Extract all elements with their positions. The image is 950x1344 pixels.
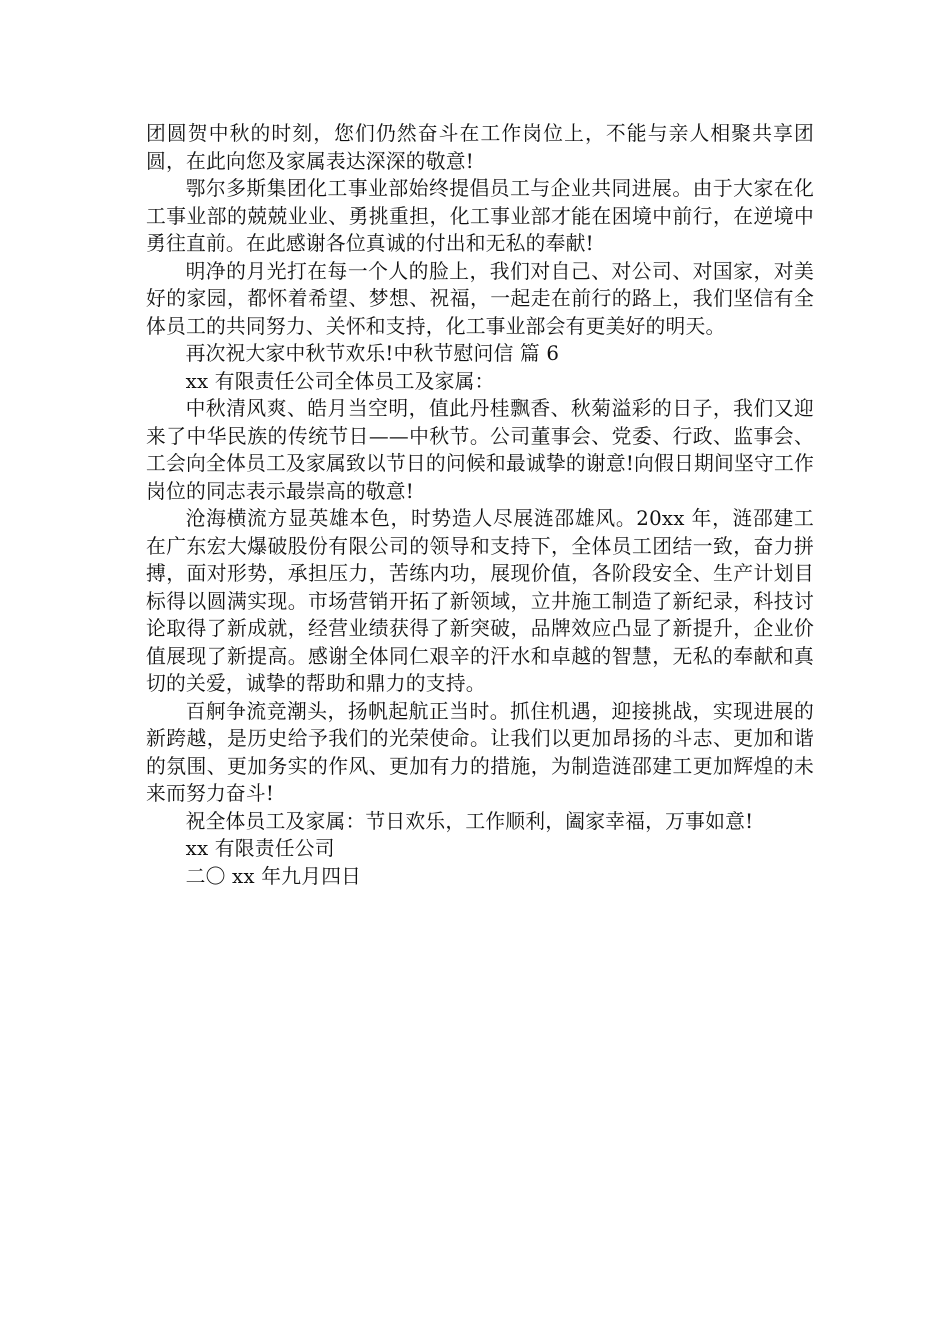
- paragraph-mission: 百舸争流竞潮头，扬帆起航正当时。抓住机遇，迎接挑战，实现进展的新跨越，是历史给予我们的光荣使命。让我们以更加昂扬的斗志、更加和谐的氛围、更加务实的作风、更加有力的措施，为制造涟邵建工更加辉煌的未来而努力奋斗!: [146, 699, 814, 805]
- paragraph-greeting-continuation: 团圆贺中秋的时刻，您们仍然奋斗在工作岗位上，不能与亲人相聚共享团圆，在此向您及家属表达深深的敬意!: [146, 122, 814, 173]
- paragraph-thanks-chemical-division: 鄂尔多斯集团化工事业部始终提倡员工与企业共同进展。由于大家在化工事业部的兢兢业业、勇挑重担，化工事业部才能在困境中前行，在逆境中勇往直前。在此感谢各位真诚的付出和无私的奉献!: [146, 177, 814, 255]
- paragraph-best-wishes: 祝全体员工及家属：节日欢乐，工作顺利，阖家幸福，万事如意!: [185, 809, 754, 833]
- paragraph-festival-greeting: 中秋清风爽、皓月当空明，值此丹桂飘香、秋菊溢彩的日子，我们又迎来了中华民族的传统节日——中秋节。公司董事会、党委、行政、监事会、工会向全体员工及家属致以节日的问候和最诚挚的谢意!向假日期间坚守工作岗位的同志表示最崇高的敬意!: [146, 397, 814, 503]
- paragraph-achievements: 沧海横流方显英雄本色，时势造人尽展涟邵雄风。20xx 年，涟邵建工在广东宏大爆破股份有限公司的领导和支持下，全体员工团结一致，奋力拼搏，面对形势，承担压力，苦练内功，展现价值，各阶段安全、生产计划目标得以圆满实现。市场营销开拓了新领域，立井施工制造了新纪录，科技讨论取得了新成就，经营业绩获得了新突破，品牌效应凸显了新提升，企业价值展现了新提高。感谢全体同仁艰辛的汗水和卓越的智慧，无私的奉献和真切的关爱，诚挚的帮助和鼎力的支持。: [146, 507, 814, 695]
- document-body: [146, 120, 814, 890]
- paragraph-moonlight-wishes: 明净的月光打在每一个人的脸上，我们对自己、对公司、对国家，对美好的家园，都怀着希望、梦想、祝福，一起走在前行的路上，我们坚信有全体员工的共同努力、关怀和支持，化工事业部会有更美好的明天。: [146, 259, 814, 338]
- signature-company: xx 有限责任公司: [185, 837, 335, 860]
- paragraph-salutation: xx 有限责任公司全体员工及家属：: [185, 369, 495, 393]
- signature-date: 二〇 xx 年九月四日: [185, 864, 362, 888]
- paragraph-closing-heading: 再次祝大家中秋节欢乐!中秋节慰问信 篇 6: [185, 342, 560, 365]
